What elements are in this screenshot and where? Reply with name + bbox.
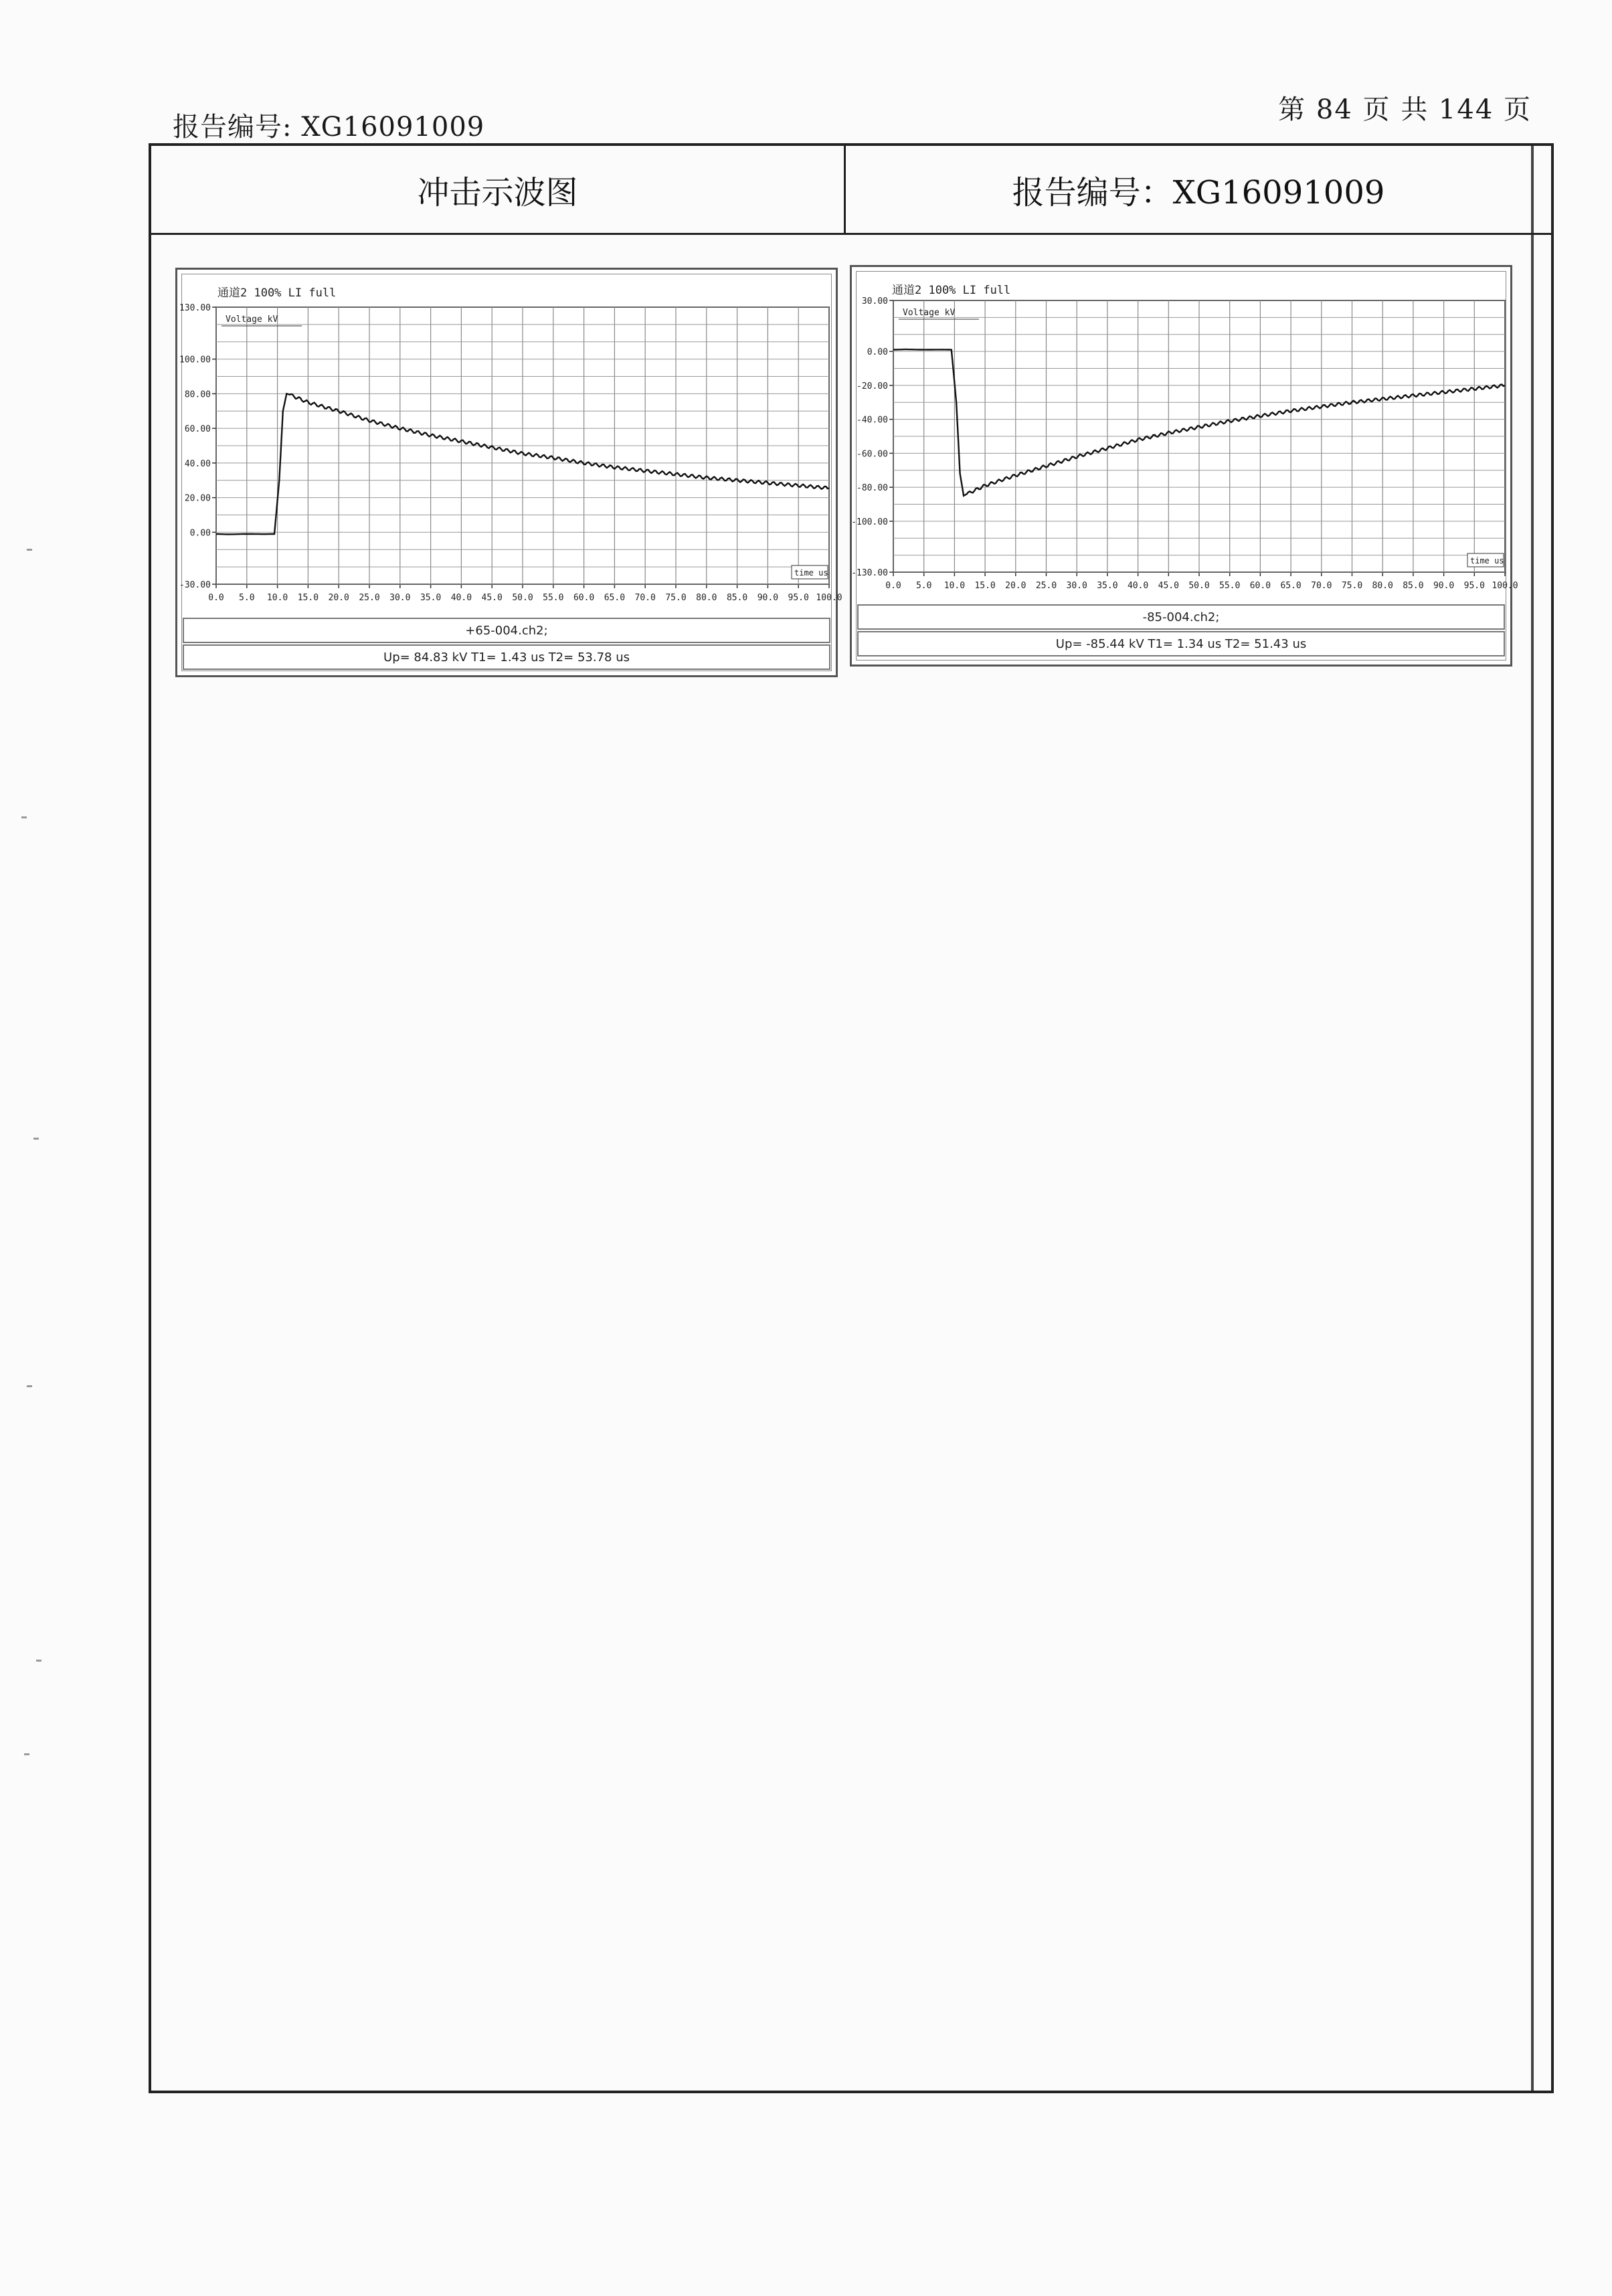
- waveform-chart-positive: [177, 270, 840, 618]
- x-tick-label: 30.0: [389, 593, 411, 603]
- y-tick-label: 30.00: [861, 296, 888, 306]
- x-tick-label: 15.0: [297, 593, 319, 603]
- x-tick-label: 20.0: [328, 593, 349, 603]
- x-tick-label: 25.0: [1035, 581, 1057, 591]
- x-tick-label: 80.0: [1372, 581, 1393, 591]
- x-tick-label: 35.0: [420, 593, 442, 603]
- x-tick-label: 60.0: [1249, 581, 1271, 591]
- waveform-section-title: 冲击示波图: [151, 146, 846, 233]
- x-tick-label: 10.0: [266, 593, 288, 603]
- y-tick-label: 80.00: [184, 389, 211, 400]
- x-axis-label: time us: [1470, 556, 1504, 565]
- x-tick-label: 0.0: [885, 581, 901, 591]
- x-tick-label: 0.0: [208, 593, 224, 603]
- x-tick-label: 90.0: [757, 593, 779, 603]
- x-tick-label: 85.0: [1403, 581, 1424, 591]
- x-tick-label: 5.0: [239, 593, 255, 603]
- report-number-cell: 报告编号：XG16091009: [1012, 173, 1385, 211]
- impulse-parameters: Up= -85.44 kV T1= 1.34 us T2= 51.43 us: [857, 631, 1505, 656]
- x-tick-label: 95.0: [788, 593, 809, 603]
- x-tick-label: 45.0: [481, 593, 503, 603]
- oscillogram-panel-negative: [850, 265, 1518, 667]
- y-tick-label: 130.00: [179, 303, 211, 313]
- y-tick-label: 100.00: [179, 355, 211, 365]
- y-tick-label: 0.00: [189, 528, 211, 539]
- x-tick-label: 60.0: [573, 593, 595, 603]
- x-tick-label: 10.0: [944, 581, 966, 591]
- x-tick-label: 50.0: [512, 593, 533, 603]
- y-tick-label: -30.00: [179, 580, 211, 590]
- chart-footer-label: +65-004.ch2;: [183, 618, 830, 643]
- x-tick-label: 95.0: [1463, 581, 1485, 591]
- x-tick-label: 40.0: [450, 593, 472, 603]
- x-tick-label: 100.0: [1492, 581, 1518, 591]
- y-tick-label: -20.00: [857, 381, 888, 391]
- chart-footer-label: -85-004.ch2;: [857, 604, 1505, 630]
- x-tick-label: 15.0: [974, 581, 996, 591]
- x-tick-label: 65.0: [604, 593, 626, 603]
- frame-inner-border: [1531, 146, 1534, 2091]
- waveform-chart-negative: [851, 267, 1518, 604]
- x-tick-label: 75.0: [1341, 581, 1363, 591]
- x-tick-label: 65.0: [1280, 581, 1302, 591]
- x-tick-label: 55.0: [1219, 581, 1241, 591]
- y-tick-label: -80.00: [857, 483, 888, 494]
- report-number-header: 报告编号: XG16091009: [173, 112, 485, 143]
- page-number: 第 84 页 共 144 页: [1278, 94, 1532, 125]
- y-axis-label: Voltage kV: [903, 308, 956, 318]
- chart-title: 通道2 100% LI full: [892, 284, 1011, 297]
- x-tick-label: 35.0: [1097, 581, 1118, 591]
- y-tick-label: 60.00: [184, 424, 211, 435]
- impulse-parameters: Up= 84.83 kV T1= 1.43 us T2= 53.78 us: [183, 644, 830, 670]
- x-tick-label: 40.0: [1127, 581, 1149, 591]
- x-tick-label: 80.0: [696, 593, 717, 603]
- x-tick-label: 55.0: [543, 593, 564, 603]
- x-tick-label: 90.0: [1433, 581, 1455, 591]
- y-tick-label: -130.00: [851, 568, 888, 578]
- y-tick-label: -60.00: [857, 449, 888, 460]
- oscillogram-panel-positive: [175, 268, 842, 677]
- x-tick-label: 70.0: [634, 593, 656, 603]
- chart-title: 通道2 100% LI full: [217, 286, 337, 300]
- x-axis-label: time us: [794, 568, 828, 578]
- x-tick-label: 30.0: [1066, 581, 1087, 591]
- y-tick-label: 20.00: [184, 493, 211, 504]
- y-tick-label: -100.00: [851, 517, 888, 527]
- x-tick-label: 25.0: [359, 593, 380, 603]
- x-tick-label: 70.0: [1311, 581, 1332, 591]
- y-tick-label: 0.00: [867, 347, 888, 358]
- y-axis-label: Voltage kV: [226, 315, 278, 325]
- x-tick-label: 100.0: [816, 593, 842, 603]
- x-tick-label: 85.0: [726, 593, 748, 603]
- y-tick-label: 40.00: [184, 458, 211, 469]
- x-tick-label: 50.0: [1188, 581, 1210, 591]
- table-header-row: [151, 146, 1551, 235]
- x-tick-label: 20.0: [1005, 581, 1026, 591]
- x-tick-label: 75.0: [665, 593, 687, 603]
- x-tick-label: 5.0: [915, 581, 932, 591]
- x-tick-label: 45.0: [1158, 581, 1179, 591]
- y-tick-label: -40.00: [857, 415, 888, 426]
